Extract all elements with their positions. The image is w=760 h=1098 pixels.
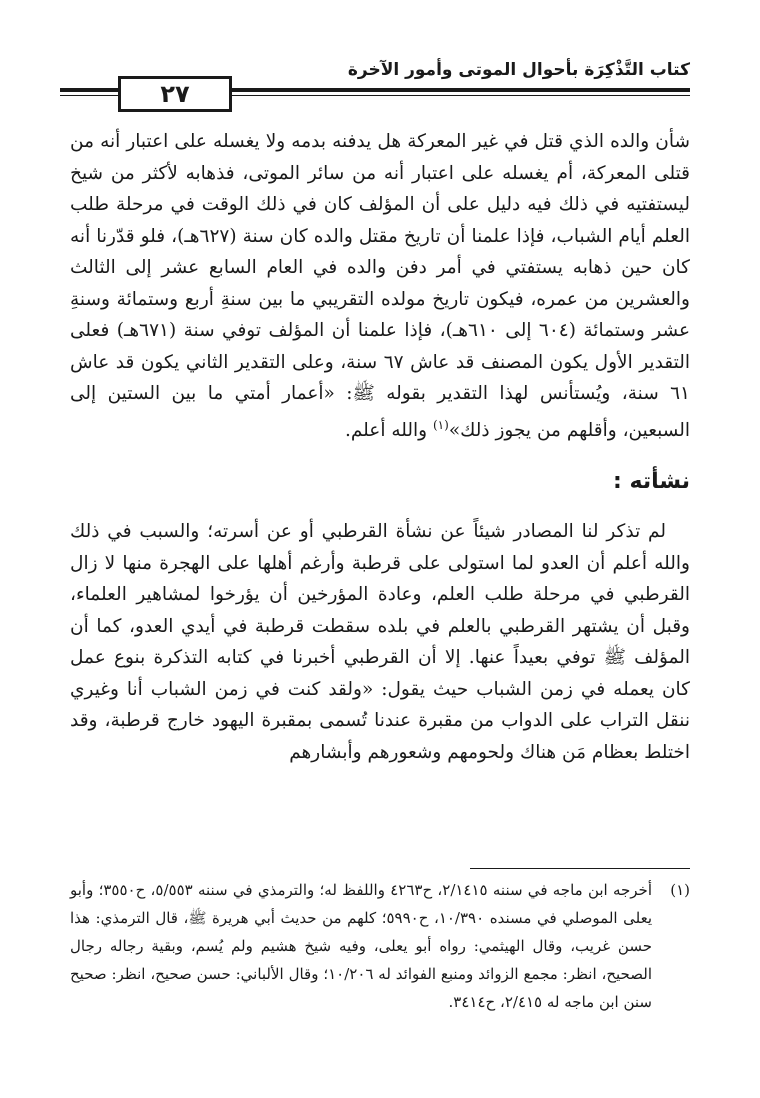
- footnote-reference: (١): [432, 417, 449, 432]
- paragraph-1-end: والله أعلم.: [344, 419, 433, 441]
- section-heading: نشأته :: [613, 469, 690, 495]
- main-text: [70, 126, 690, 768]
- paragraph-2: لم تذكر لنا المصادر شيئاً عن نشأة القرطبي أو عن أسرته؛ والسبب في ذلك والله أعلم أن العدو لما استولى على قرطبة وأرغم أهلها على الهجرة منها لا زال القرطبي في مرحلة طلب العلم، وعادة المؤرخين أن يؤرخوا لمشاهير العلماء، وقبل أن يشتهر القرطبي بالعلم في بلده سقطت قرطبة في أيدي العدو، كما أن المؤلف ﷺ توفي بعيداً عنها. إلا أن القرطبي أخبرنا في كتابه التذكرة بنوع عمل كان يعمله في زمن الشباب حيث يقول: «ولقد كنت في زمن الشباب أنا وغيري ننقل التراب على الدواب من مقبرة عندنا تُسمى بمقبرة اليهود خارج قرطبة، وقد اختلط بعظام مَن هناك ولحومهم وشعورهم وأبشارهم: [70, 521, 690, 763]
- page-number: ٢٧: [118, 76, 232, 112]
- paragraph-1-text: شأن والده الذي قتل في غير المعركة هل يدفنه بدمه ولا يغسله على اعتبار أنه من قتلى المعركة، أم يغسله على اعتبار أنه من سائر الموتى، فذهابه لأكثر من شيخ ليستفتيه في ذلك فيه دليل على أن المؤلف كان في ذلك الوقت في مرحلة طلب العلم أيام الشباب، فإذا علمنا أن تاريخ مقتل والده كان سنة (٦٢٧هـ)، فلو قدّرنا أنه كان حين ذهابه يستفتي في أمر دفن والده في العام السابع عشر إلى الثالث والعشرين من عمره، فيكون تاريخ مولده التقريبي ما بين سنةِ أربع وستمائة وسنةِ عشر وستمائة (٦٠٤ إلى ٦١٠هـ)، فإذا علمنا أن المؤلف توفي سنة (٦٧١هـ) فعلى التقدير الأول يكون المصنف قد عاش ٦٧ سنة، وعلى التقدير الثاني يكون قد عاش ٦١ سنة، ويُستأنس لهذا التقدير بقوله ﷺ: «أعمار أمتي ما بين الستين إلى السبعين، وأقلهم من يجوز ذلك»: [70, 131, 691, 441]
- footnote-marker: (١): [670, 881, 690, 899]
- footnote-separator: [470, 868, 690, 869]
- footnotes: [70, 876, 690, 1016]
- footnote-1: [70, 876, 690, 1016]
- footnote-text: أخرجه ابن ماجه في سننه ٢/١٤١٥، ح٤٢٦٣ واللفظ له؛ والترمذي في سننه ٥/٥٥٣، ح٣٥٥٠؛ وأبو يعلى الموصلي في مسنده ١٠/٣٩٠، ح٥٩٩٠؛ كلهم من حديث أبي هريرة ﷺ، قال الترمذي: هذا حسن غريب، وقال الهيثمي: رواه أبو يعلى، وفيه شيخ هشيم ولم يُسم، وبقية رجاله رجال الصحيح، انظر: مجمع الزوائد ومنبع الفوائد له ١٠/٢٠٦؛ وقال الألباني: حسن صحيح، انظر: صحيح سنن ابن ماجه له ٢/٤١٥، ح٣٤١٤.: [70, 881, 653, 1011]
- book-title: كتاب التَّذْكِرَة بأحوال الموتى وأمور الآخرة: [347, 60, 690, 80]
- paragraph-1: [70, 126, 690, 446]
- page-header: [60, 60, 690, 114]
